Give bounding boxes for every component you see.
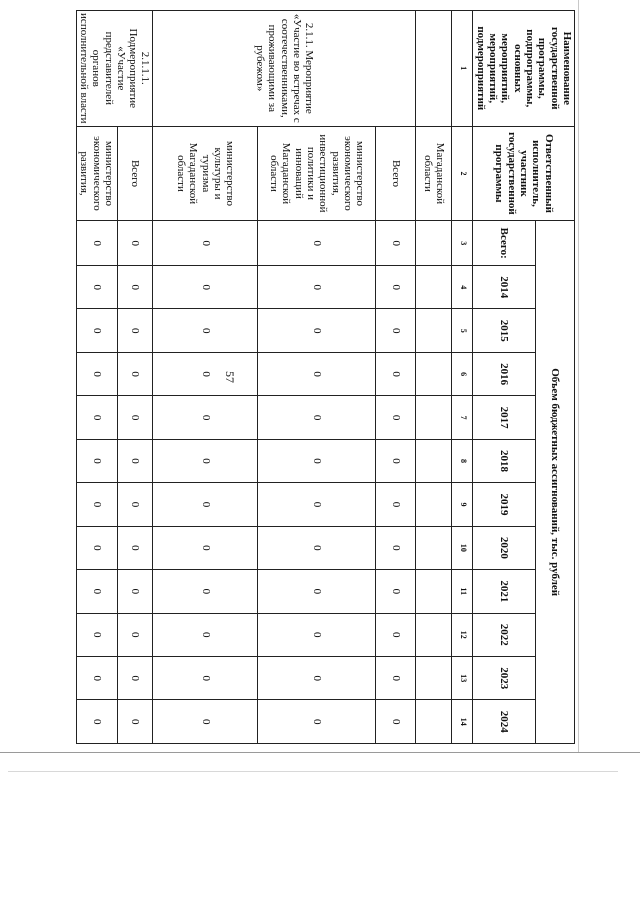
value-cell (416, 309, 452, 352)
column-number: 3 (452, 221, 473, 266)
value-cell: 0 (153, 656, 258, 699)
value-cell: 0 (76, 439, 117, 482)
header-name: Наименование государственной программы, подпрограммы, основных мероприятий, мероприятий, подмероприятий (473, 11, 575, 127)
value-cell: 0 (153, 309, 258, 352)
value-cell: 0 (76, 526, 117, 569)
page-edge (578, 0, 579, 752)
value-cell: 0 (117, 700, 153, 744)
page-number: 57 (223, 371, 237, 383)
column-number: 14 (452, 700, 473, 744)
value-cell: 0 (117, 613, 153, 656)
value-cell: 0 (258, 352, 376, 395)
value-cell: 0 (376, 221, 416, 266)
value-cell: 0 (117, 266, 153, 309)
value-cell: 0 (117, 526, 153, 569)
value-cell: 0 (153, 526, 258, 569)
header-year: 2022 (473, 613, 535, 656)
value-cell: 0 (153, 483, 258, 526)
value-cell: 0 (76, 266, 117, 309)
header-year: 2017 (473, 396, 535, 439)
value-cell: 0 (258, 700, 376, 744)
column-number: 9 (452, 483, 473, 526)
value-cell: 0 (76, 396, 117, 439)
header-responsible: Ответственный исполнитель, участник государственной программы (473, 126, 575, 221)
value-cell: 0 (376, 396, 416, 439)
header-year: 2018 (473, 439, 535, 482)
value-cell: 0 (376, 439, 416, 482)
value-cell: 0 (258, 613, 376, 656)
activity-name: 2.1.1. Мероприятие «Участие во встречах с соотечественниками, проживающими за рубежом» (153, 11, 416, 127)
value-cell: 0 (153, 352, 258, 395)
value-cell (416, 570, 452, 613)
value-cell: 0 (376, 700, 416, 744)
value-cell: 0 (76, 309, 117, 352)
value-cell (416, 221, 452, 266)
responsible-cell: министерство культуры и туризма Магаданской области (153, 126, 258, 221)
value-cell: 0 (117, 656, 153, 699)
value-cell: 0 (153, 439, 258, 482)
value-cell: 0 (76, 570, 117, 613)
column-number: 7 (452, 396, 473, 439)
responsible-cell: министерство экономического развития, инвестиционной политики и инноваций Магаданской области (258, 126, 376, 221)
column-number: 6 (452, 352, 473, 395)
header-volume: Объем бюджетных ассигнований, тыс. рублей (535, 221, 574, 744)
header-year: 2014 (473, 266, 535, 309)
value-cell: 0 (117, 352, 153, 395)
value-cell: 0 (117, 439, 153, 482)
header-year: 2021 (473, 570, 535, 613)
responsible-cell: министерство экономического развития, (76, 126, 117, 221)
value-cell: 0 (153, 613, 258, 656)
value-cell (416, 439, 452, 482)
value-cell: 0 (258, 221, 376, 266)
column-number: 5 (452, 309, 473, 352)
value-cell: 0 (76, 700, 117, 744)
value-cell: 0 (153, 221, 258, 266)
header-year: 2020 (473, 526, 535, 569)
value-cell: 0 (258, 483, 376, 526)
value-cell: 0 (76, 352, 117, 395)
value-cell: 0 (376, 483, 416, 526)
value-cell: 0 (376, 309, 416, 352)
value-cell: 0 (153, 396, 258, 439)
value-cell: 0 (117, 396, 153, 439)
responsible-cell: Магаданской области (416, 126, 452, 221)
value-cell: 0 (153, 266, 258, 309)
value-cell (416, 613, 452, 656)
column-number: 1 (452, 11, 473, 127)
responsible-cell: Всего (117, 126, 153, 221)
budget-table (76, 10, 575, 744)
value-cell: 0 (376, 656, 416, 699)
value-cell: 0 (117, 570, 153, 613)
value-cell (416, 352, 452, 395)
column-number: 4 (452, 266, 473, 309)
column-number: 2 (452, 126, 473, 221)
value-cell: 0 (258, 266, 376, 309)
header-year: 2016 (473, 352, 535, 395)
value-cell: 0 (117, 483, 153, 526)
value-cell (416, 396, 452, 439)
value-cell: 0 (76, 613, 117, 656)
header-year: 2015 (473, 309, 535, 352)
value-cell (416, 266, 452, 309)
activity-cell-empty (416, 11, 452, 127)
value-cell: 0 (117, 309, 153, 352)
column-number: 10 (452, 526, 473, 569)
value-cell: 0 (258, 656, 376, 699)
value-cell: 0 (153, 700, 258, 744)
value-cell (416, 656, 452, 699)
value-cell: 0 (376, 526, 416, 569)
value-cell: 0 (376, 352, 416, 395)
value-cell: 0 (258, 396, 376, 439)
value-cell: 0 (258, 309, 376, 352)
column-number: 11 (452, 570, 473, 613)
divider-line (8, 771, 618, 772)
header-year: 2019 (473, 483, 535, 526)
value-cell: 0 (376, 266, 416, 309)
divider-line (0, 752, 640, 753)
header-year: 2023 (473, 656, 535, 699)
value-cell (416, 700, 452, 744)
value-cell: 0 (117, 221, 153, 266)
value-cell: 0 (258, 570, 376, 613)
value-cell: 0 (76, 656, 117, 699)
value-cell (416, 526, 452, 569)
value-cell: 0 (153, 570, 258, 613)
value-cell: 0 (376, 613, 416, 656)
responsible-cell: Всего (376, 126, 416, 221)
column-number: 8 (452, 439, 473, 482)
activity-name: 2.1.1.1. Подмероприятие «Участие представителей органов исполнительной власти (76, 11, 153, 127)
header-year: 2024 (473, 700, 535, 744)
value-cell: 0 (258, 526, 376, 569)
column-number: 13 (452, 656, 473, 699)
value-cell: 0 (258, 439, 376, 482)
value-cell: 0 (76, 221, 117, 266)
value-cell: 0 (76, 483, 117, 526)
value-cell (416, 483, 452, 526)
column-number: 12 (452, 613, 473, 656)
value-cell: 0 (376, 570, 416, 613)
header-total: Всего: (473, 221, 535, 266)
rotated-page (77, 10, 575, 744)
